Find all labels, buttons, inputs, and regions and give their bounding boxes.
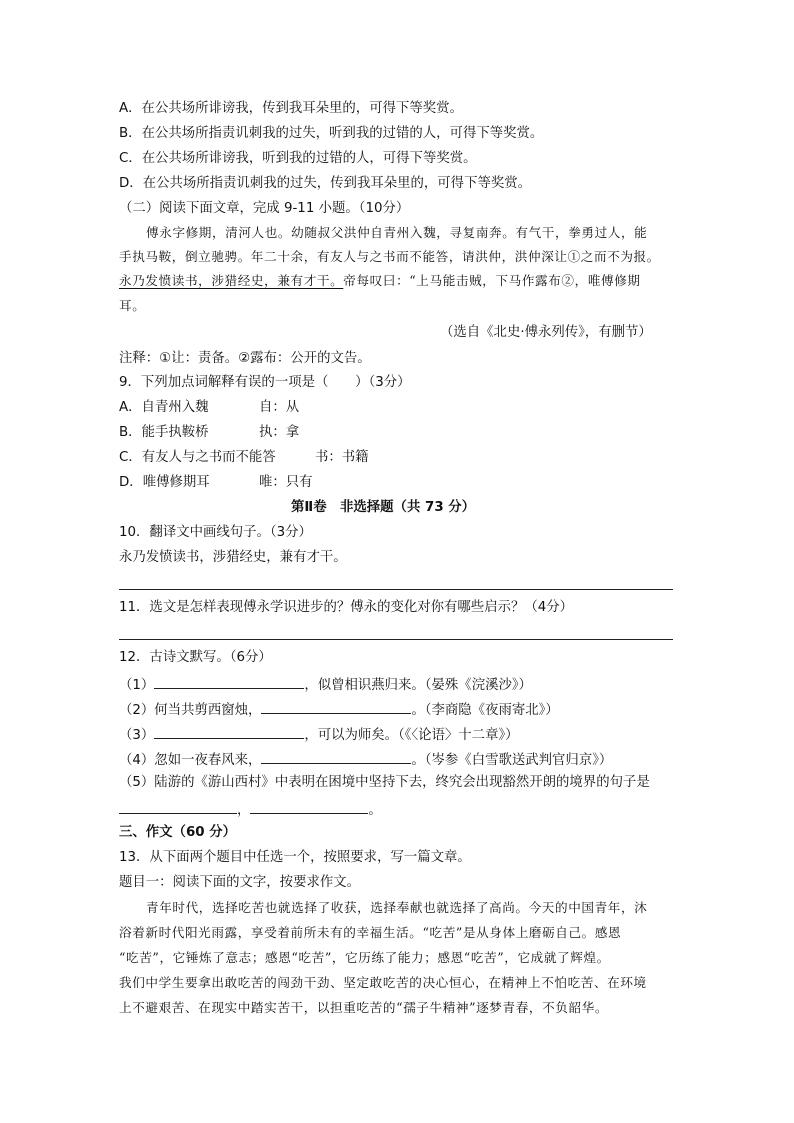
- q9-option-d-gloss: 唯：只有: [259, 475, 313, 490]
- q10-sentence: 永乃发愤读书，涉猎经史，兼有才干。: [119, 550, 347, 565]
- q9-stem: 9．下列加点词解释有误的一项是（ ）（3分）: [119, 375, 411, 390]
- q12-blank-2[interactable]: [261, 699, 411, 714]
- q12-blank-5a[interactable]: [119, 799, 237, 814]
- underlined-sentence: 永乃发愤读书，涉猎经史，兼有才干。: [119, 273, 344, 288]
- part2-title: 第Ⅱ卷 非选择题（共 73 分）: [291, 500, 476, 515]
- q9-option-a-text: A．自青州入魏: [119, 400, 209, 415]
- topic1-passage-line-2: 浴着新时代阳光雨露，享受着前所未有的幸福生活。“吃苦”是从身体上磨砺自己。感恩: [119, 925, 622, 940]
- q9-option-c-gloss: 书：书籍: [315, 450, 369, 465]
- passage-source: （选自《北史·傅永列传》，有删节）: [440, 325, 652, 340]
- q12-item-3-num: （3）: [119, 728, 155, 743]
- q9-option-b: [119, 424, 300, 442]
- topic1-heading: 题目一：阅读下面的文字，按要求作文。: [119, 875, 361, 890]
- q12-item-5-sep: ，: [237, 803, 251, 818]
- topic1-passage-line-3: “吃苦”，它锤炼了意志；感恩“吃苦”，它历练了能力；感恩“吃苦”，它成就了辉煌。: [119, 950, 610, 965]
- q12-blank-1[interactable]: [154, 674, 304, 689]
- option-a-8: A．在公共场所诽谤我，传到我耳朵里的，可得下等奖赏。: [119, 101, 463, 116]
- option-d-8: D．在公共场所指责讥刺我的过失，传到我耳朵里的，可得下等奖赏。: [119, 176, 532, 191]
- passage-line-2: 手执马鞍，倒立驰骋。年二十余，有友人与之书而不能答，请洪仲，洪仲深让①之而不为报。: [119, 249, 660, 264]
- passage-notes: 注释：①让：责备。②露布：公开的文告。: [119, 351, 371, 366]
- q9-option-b-gloss: 执：拿: [259, 425, 300, 440]
- option-c-8: C．在公共场所诽谤我，听到我的过错的人，可得下等奖赏。: [119, 151, 477, 166]
- passage-line-4: 耳。: [119, 298, 146, 313]
- q12-blank-5b[interactable]: [250, 799, 368, 814]
- q12-item-3: [119, 724, 519, 745]
- q12-item-2-tail: 。（李商隐《夜雨寄北》）: [411, 703, 559, 718]
- section2-heading: （二）阅读下面文章，完成 9-11 小题。（10分）: [119, 201, 410, 216]
- passage-line-3-rest: 帝每叹曰：“上马能击贼，下马作露布②，唯傅修期: [343, 273, 641, 288]
- q12-stem: 12．古诗文默写。（6分）: [119, 650, 272, 665]
- q9-option-c: [119, 449, 369, 467]
- q10-answer-line[interactable]: [119, 589, 673, 590]
- q12-item-5-end: 。: [368, 803, 382, 818]
- q12-item-4-text: （4）忽如一夜春风来，: [119, 753, 262, 768]
- q10-stem: 10．翻译文中画线句子。（3分）: [119, 525, 312, 540]
- passage-line-3: [119, 272, 641, 290]
- q12-blank-3[interactable]: [154, 724, 304, 739]
- section3-title: 三、作文（60 分）: [119, 825, 237, 840]
- q13-stem: 13．从下面两个题目中任选一个，按照要求，写一篇文章。: [119, 850, 471, 865]
- q12-item-1: [119, 674, 532, 695]
- q9-option-a-gloss: 自：从: [259, 400, 300, 415]
- q12-item-1-num: （1）: [119, 678, 155, 693]
- q12-item-4-tail: 。（岑参《白雪歌送武判官归京》）: [411, 753, 613, 768]
- q9-option-d: [119, 474, 313, 492]
- q9-option-a: [119, 399, 300, 417]
- topic1-passage-line-1: 青年时代，选择吃苦也就选择了收获，选择奉献也就选择了高尚。今天的中国青年，沐: [146, 900, 648, 915]
- q11-stem: 11．选文是怎样表现傅永学识进步的？傅永的变化对你有哪些启示？（4分）: [119, 600, 574, 615]
- q9-option-c-text: C．有友人与之书而不能答: [119, 450, 276, 465]
- q12-item-5: （5）陆游的《游山西村》中表明在困境中坚持下去，终究会出现豁然开朗的境界的句子是: [119, 775, 650, 790]
- q11-answer-line[interactable]: [119, 639, 673, 640]
- q12-item-1-text: ，似曾相识燕归来。（晏殊《浣溪沙》）: [304, 678, 532, 693]
- q12-item-4: [119, 749, 612, 770]
- option-b-8: B．在公共场所指责讥刺我的过失，听到我的过错的人，可得下等奖赏。: [119, 126, 544, 141]
- passage-line-1: 傅永字修期，清河人也。幼随叔父洪仲自青州入魏，寻复南奔。有气干，拳勇过人，能: [146, 225, 648, 240]
- topic1-passage-line-5: 上不避艰苦、在现实中踏实苦干，以担重吃苦的“孺子牛精神”逐梦青春，不负韶华。: [119, 1000, 609, 1015]
- q9-option-b-text: B．能手执鞍桥: [119, 425, 209, 440]
- q12-item-2-text: （2）何当共剪西窗烛，: [119, 703, 262, 718]
- q9-option-d-text: D．唯傅修期耳: [119, 475, 210, 490]
- q12-blank-4[interactable]: [261, 749, 411, 764]
- q12-item-3-text: ，可以为师矣。（《〈论语〉十二章》）: [304, 728, 519, 743]
- q12-item-2: [119, 699, 559, 720]
- topic1-passage-line-4: 我们中学生要拿出敢吃苦的闯劲干劲、坚定敢吃苦的决心恒心，在精神上不怕吃苦、在环境: [119, 975, 647, 990]
- q12-item-5-answers: [119, 799, 382, 820]
